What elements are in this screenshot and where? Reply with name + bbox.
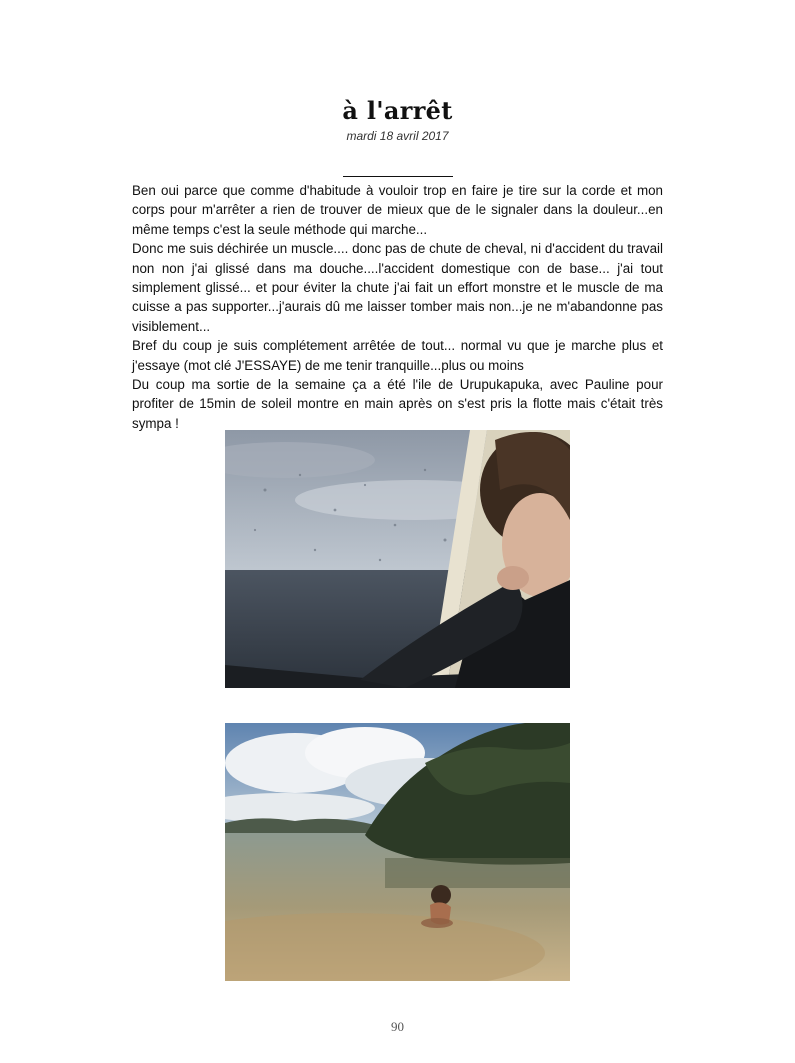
post-body — [132, 181, 663, 433]
photo-boat-window — [225, 430, 570, 688]
paragraph: Donc me suis déchirée un muscle.... donc pas de chute de cheval, ni d'accident du travail non non j'ai glissé dans ma douche....l'accident domestique con de base... j'ai tout simplement glissé... et pour éviter la chute j'ai fait un effort monstre et le muscle de ma cuisse a pas supporter...j'aurais dû me laisser tomber mais non...je ne m'abandonne pas visiblement... — [132, 241, 663, 334]
photo-beach — [225, 723, 570, 981]
post-title: à l'arrêt — [342, 96, 453, 125]
page-number: 90 — [391, 1019, 404, 1034]
paragraph: Du coup ma sortie de la semaine ça a été l'ile de Urupukapuka, avec Pauline pour profiter de 15min de soleil montre en main après on s'est pris la flotte mais c'était très sympa ! — [132, 377, 663, 431]
title-divider — [343, 176, 453, 177]
post-date: mardi 18 avril 2017 — [346, 129, 449, 143]
paragraph: Ben oui parce que comme d'habitude à vouloir trop en faire je tire sur la corde et mon corps pour m'arrêter a rien de trouver de mieux que de le signaler dans la douleur...en même temps c'est la seule méthode qui marche... — [132, 183, 663, 237]
paragraph: Bref du coup je suis complétement arrêtée de tout... normal vu que je marche plus et j'essaye (mot clé J'ESSAYE) de me tenir tranquille...plus ou moins — [132, 338, 663, 373]
